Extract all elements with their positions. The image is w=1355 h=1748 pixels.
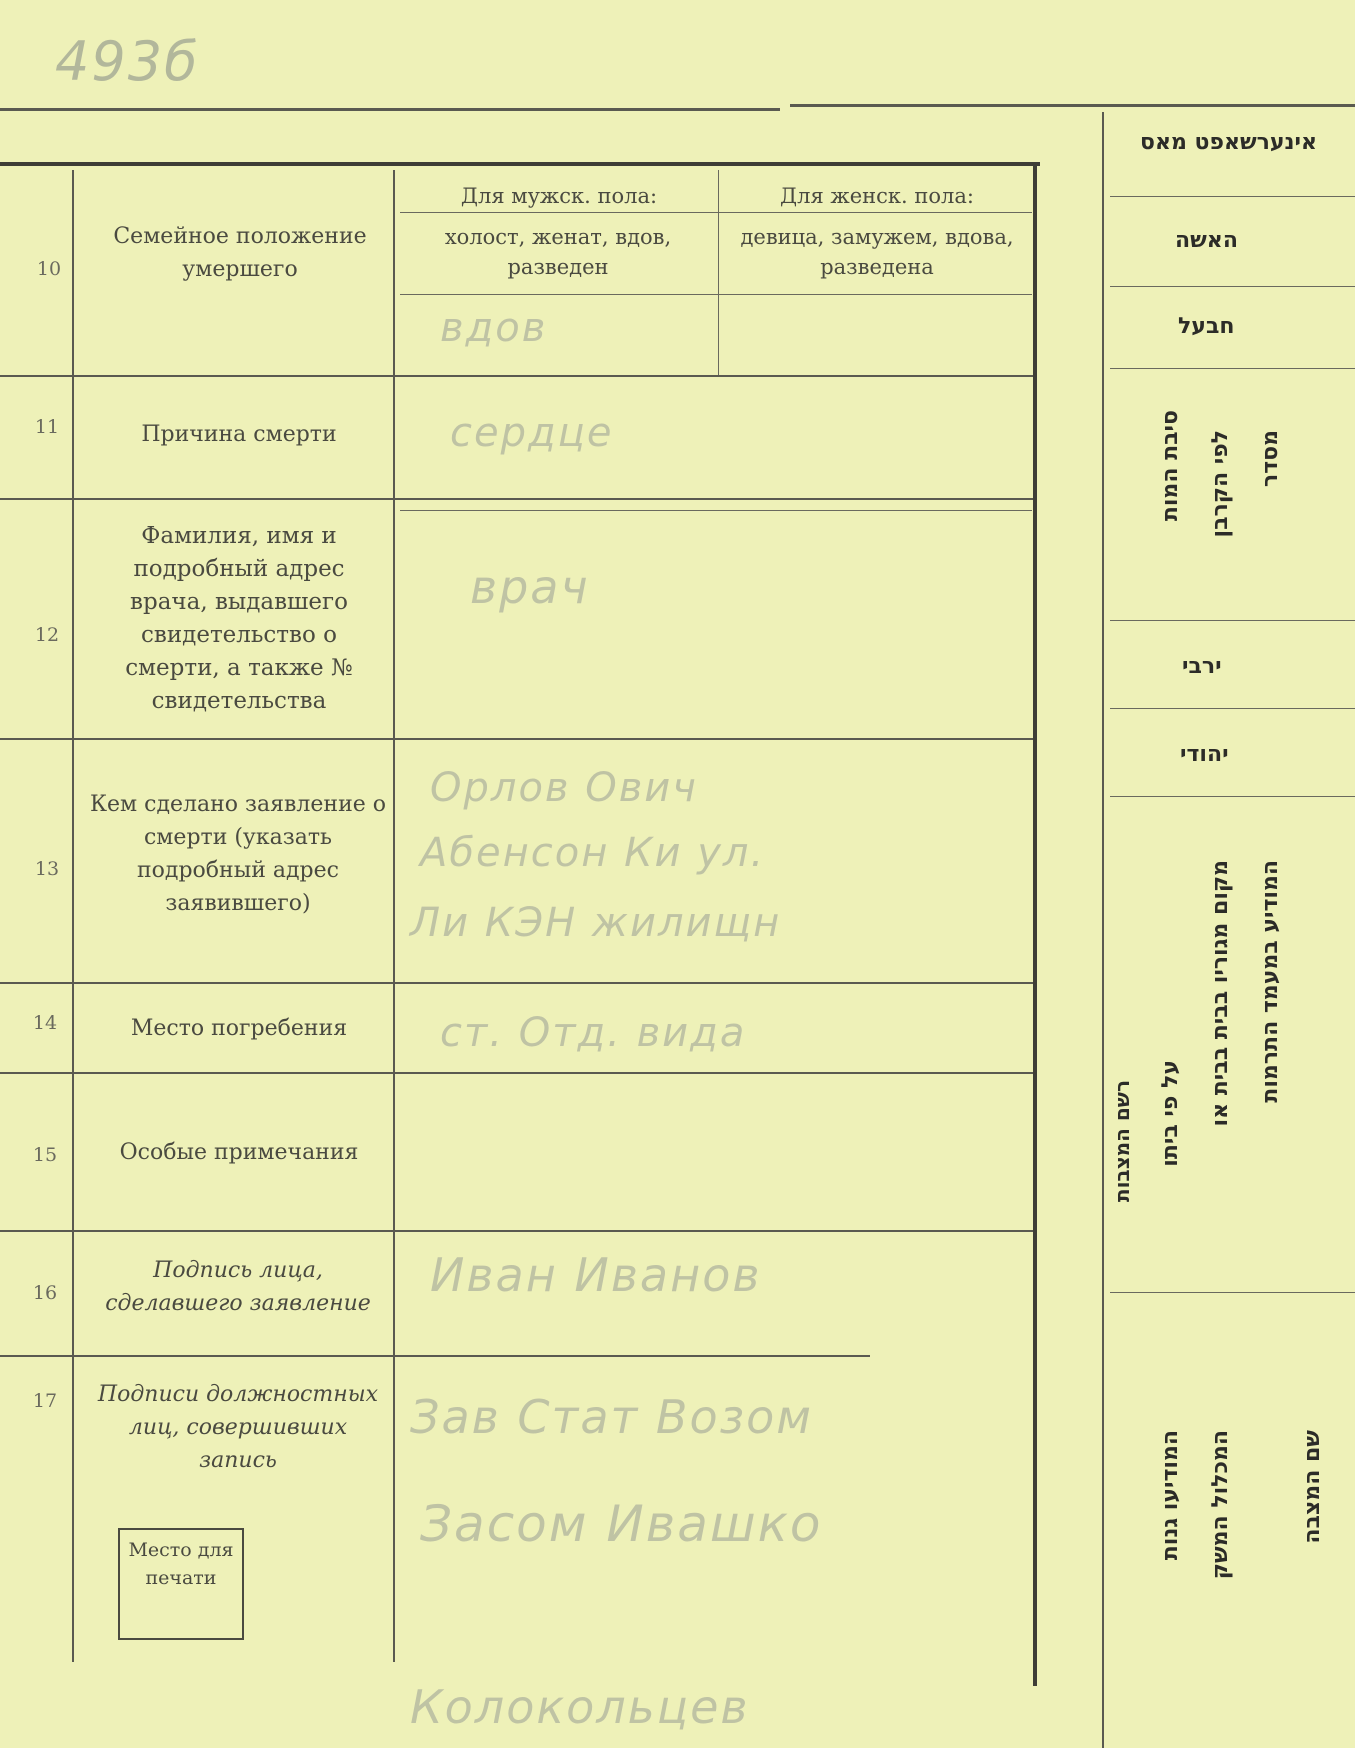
top-border-line-right: [790, 104, 1355, 107]
table-top-line: [0, 162, 1040, 166]
hebrew-informant-4: רשם המצבות: [1110, 1080, 1134, 1203]
row-number-16: 16: [32, 1282, 58, 1304]
number-column-divider: [72, 170, 74, 1662]
row-label-cause-of-death: Причина смерти: [141, 422, 337, 447]
hebrew-jew: יהודי: [1180, 742, 1229, 767]
row-line: [0, 1230, 1033, 1232]
hebrew-line: [1110, 368, 1355, 369]
entry-physician: врач: [470, 560, 590, 614]
archive-mark: 493б: [55, 30, 200, 93]
hebrew-line: [1110, 196, 1355, 197]
header-subline: [400, 212, 1032, 213]
hebrew-physician: ירבי: [1182, 654, 1222, 679]
seal-placeholder-text: Место для печати: [128, 1539, 234, 1589]
hebrew-husband: חבעל: [1178, 314, 1235, 339]
row-line: [0, 498, 1033, 500]
hebrew-column-left: [1102, 112, 1104, 1748]
row-line: [400, 510, 1032, 511]
label-column-divider: [393, 170, 395, 1662]
hebrew-line: [1110, 620, 1355, 621]
row-line: [0, 1355, 870, 1357]
row-number-12: 12: [34, 624, 60, 646]
row-label-informant: Кем сделано заявление о смерти (указать подробный адрес заявившего): [90, 792, 386, 916]
male-options: холост, женат, вдов, разведен: [444, 225, 672, 279]
entry-official-signature-1: Зав Стат Возом: [410, 1390, 813, 1444]
row-line: [0, 1072, 1033, 1074]
hebrew-line: [1110, 708, 1355, 709]
hebrew-cause-1: סיבת המות: [1158, 410, 1183, 522]
header-bottom-line: [400, 294, 1032, 295]
row-line: [0, 375, 1033, 377]
hebrew-line: [1110, 1292, 1355, 1293]
hebrew-woman: האשה: [1175, 228, 1238, 253]
hebrew-header: אינערשאפט מאס: [1140, 130, 1318, 155]
hebrew-cause-3: מסדר: [1258, 430, 1283, 488]
row-number-13: 13: [34, 858, 60, 880]
hebrew-cause-2: לפי הקרבן: [1208, 430, 1233, 538]
entry-official-signature-2: Засом Ивашко: [420, 1495, 823, 1553]
row-line: [0, 738, 1033, 740]
hebrew-signature-3: שם המצבה: [1300, 1430, 1325, 1544]
top-border-line: [0, 108, 780, 111]
entry-marital-status: вдов: [440, 305, 548, 351]
row-label-remarks: Особые примечания: [119, 1140, 359, 1165]
entry-informant-line-2: Абенсон Ки ул.: [420, 830, 766, 876]
hebrew-line: [1110, 796, 1355, 797]
row-number-11: 11: [34, 416, 60, 438]
entry-informant-line-4: ст. Отд. вида: [440, 1010, 747, 1056]
female-options: девица, замужем, вдова, разведена: [740, 225, 1014, 279]
row-label-marital-status: Семейное положение умершего: [113, 224, 367, 282]
hebrew-line: [1110, 286, 1355, 287]
bottom-handwriting: Колокольцев: [410, 1680, 750, 1734]
hebrew-informant-2: מקום מגוריו בבית בבית או: [1208, 860, 1233, 1127]
entry-informant-signature: Иван Иванов: [430, 1248, 762, 1302]
hebrew-informant-1: המודיע במעמד התרמות: [1258, 860, 1283, 1103]
row-number-14: 14: [32, 1012, 58, 1034]
row-label-physician: Фамилия, имя и подробный адрес врача, выдавшего свидетельство о смерти, а также № свидетельства: [125, 523, 353, 714]
row-number-17: 17: [32, 1390, 58, 1412]
row-number-15: 15: [32, 1144, 58, 1166]
row-label-official-signatures: Подписи должностных лиц, совершивших запись: [97, 1382, 379, 1473]
hebrew-informant-3: על פי ביתו: [1158, 1060, 1183, 1167]
table-right-border: [1033, 166, 1037, 1686]
row-line: [0, 982, 1033, 984]
male-options-title: Для мужск. пола:: [460, 184, 658, 208]
row-label-informant-signature: Подпись лица, сделавшего заявление: [105, 1258, 371, 1316]
hebrew-signature-1: המודיעו גנות: [1158, 1430, 1183, 1561]
entry-cause-of-death: сердце: [450, 410, 614, 456]
entry-informant-line-3: Ли КЭН жилищн: [410, 900, 782, 946]
female-options-title: Для женск. пола:: [780, 184, 974, 208]
row-label-burial-place: Место погребения: [130, 1016, 348, 1041]
entry-informant-line-1: Орлов Ович: [430, 765, 698, 811]
seal-placeholder-box: [118, 1528, 244, 1640]
male-female-divider: [718, 170, 719, 375]
row-number-10: 10: [36, 258, 62, 280]
hebrew-signature-2: המכלול המשק: [1208, 1430, 1233, 1580]
